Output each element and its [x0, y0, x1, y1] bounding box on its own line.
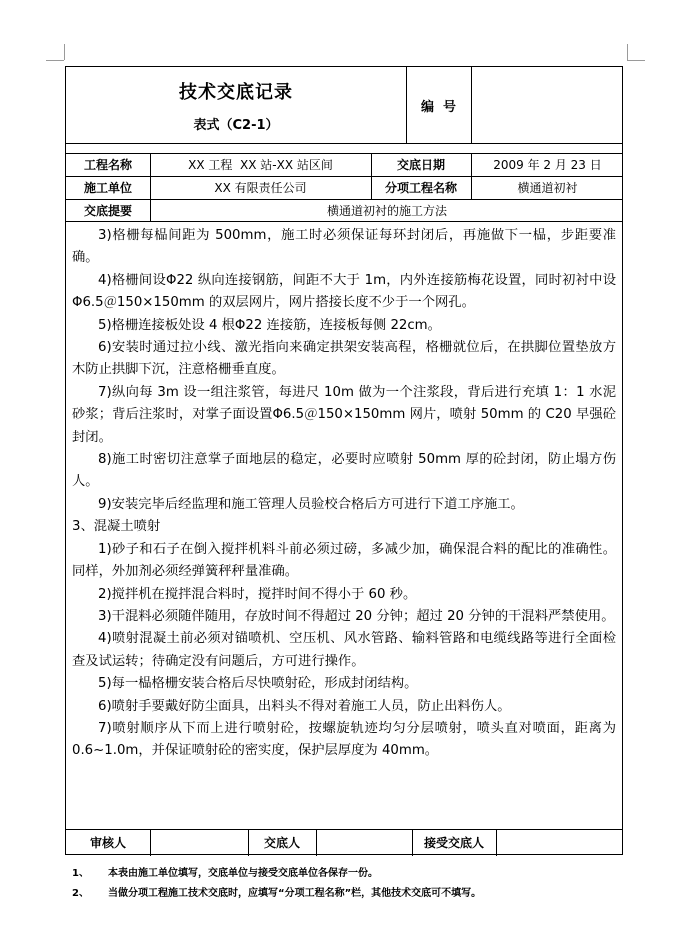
number-label: 编 号: [420, 99, 457, 115]
footnote-2: [72, 884, 482, 899]
content-paragraph: 3)干混料必须随伴随用，存放时间不得超过 20 分钟；超过 20 分钟的干混料严禁使用。: [98, 608, 615, 624]
crop-mark-top-right-v: [627, 44, 628, 60]
content-paragraph: 9)安装完毕后经监理和施工管理人员验校合格后方可进行下道工序施工。: [98, 496, 524, 512]
unit-value: XX 有限责任公司: [214, 181, 307, 195]
project-value: XX 工程 XX 站-XX 站区间: [188, 158, 333, 172]
content-paragraph: 6)喷射手要戴好防尘面具，出料头不得对着施工人员，防止出料伤人。: [98, 698, 511, 714]
crop-mark-top-left-v: [64, 44, 65, 60]
content-paragraph: 7)纵向每 3m 设一组注浆管，每进尺 10m 做为一个注浆段，背后进行充填 1：1 水泥砂浆；背后注浆时，对掌子面设置Φ6.5＠150×150mm 网片，喷射 50mm 的 C20 早强砼封闭。: [72, 384, 616, 445]
content-paragraph: 4)格栅间设Φ22 纵向连接钢筋，间距不大于 1m，内外连接筋梅花设置，同时初衬中设Φ6.5＠150×150mm 的双层网片，网片搭接长度不少于一个网孔。: [72, 272, 616, 311]
subproject-label: 分项工程名称: [384, 181, 457, 195]
content-paragraph: 4)喷射混凝土前必须对锚喷机、空压机、风水管路、输料管路和电缆线路等进行全面检查及试运转；待确定没有问题后，方可进行操作。: [72, 631, 616, 669]
discloser-signature: [316, 829, 412, 856]
content-paragraph: 5)每一榀格栅安装合格后尽快喷射砼，形成封闭结构。: [98, 676, 418, 692]
section-heading: 3、混凝土喷射: [72, 519, 161, 535]
content-paragraph: 5)格栅连接板处设 4 根Φ22 连接筋，连接板每侧 22cm。: [98, 317, 441, 333]
title-block: [66, 67, 406, 143]
content-paragraph: 6)安装时通过拉小线、激光指向来确定拱架安装高程，格栅就位后，在拱脚位置垫放方木防止拱脚下沉，注意格栅垂直度。: [72, 340, 616, 378]
reviewer-signature: [150, 829, 248, 856]
subproject-value: 横通道初衬: [517, 181, 578, 195]
summary-value: 横通道初衬的施工方法: [326, 203, 447, 218]
crop-mark-top-left-h: [46, 60, 64, 61]
receiver-label: 接受交底人: [423, 836, 484, 850]
crop-mark-top-right-h: [627, 60, 645, 61]
footnote-text: 本表由施工单位填写，交底单位与接受交底单位各保存一份。: [108, 868, 378, 879]
content-paragraph: 1)砂子和石子在倒入搅拌机料斗前必须过磅，多减少加，确保混合料的配比的准确性。同样，外加剂必须经弹簧秤秤量准确。: [72, 541, 616, 580]
content-paragraph: 8)施工时密切注意掌子面地层的稳定，必要时应喷射 50mm 厚的砼封闭，防止塌方伤人。: [72, 452, 616, 490]
date-label: 交底日期: [396, 158, 445, 172]
reviewer-label: 审核人: [89, 836, 126, 850]
content-paragraph: 3)格栅每榀间距为 500mm，施工时必须保证每环封闭后，再施做下一榀，步距要准确。: [72, 228, 616, 266]
footnote-1: [72, 864, 378, 879]
discloser-label: 交底人: [263, 836, 300, 850]
project-label: 工程名称: [83, 158, 132, 172]
footnote-text: 当做分项工程施工技术交底时，应填写“分项工程名称”栏，其他技术交底可不填写。: [108, 888, 482, 899]
receiver-signature: [496, 829, 624, 856]
content-paragraph: 7)喷射顺序从下而上进行喷射砼，按螺旋轨迹均匀分层喷射，喷头直对喷面，距离为 0.6~1.0m，并保证喷射砼的密实度，保护层厚度为 40mm。: [72, 720, 616, 759]
footnote-number: 2、: [72, 888, 89, 899]
unit-label: 施工单位: [83, 181, 132, 195]
footnote-number: 1、: [72, 868, 89, 879]
number-value: [471, 67, 624, 143]
summary-label: 交底提要: [83, 203, 132, 218]
disclosure-record-form: [65, 66, 623, 855]
form-code: 表式（C2-1）: [193, 117, 279, 133]
page-title: 技术交底记录: [179, 81, 293, 103]
disclosure-content: [72, 225, 616, 763]
content-paragraph: 2)搅拌机在搅拌混合料时，搅拌时间不得小于 60 秒。: [98, 586, 417, 602]
date-value: 2009 年 2 月 23 日: [493, 158, 602, 172]
